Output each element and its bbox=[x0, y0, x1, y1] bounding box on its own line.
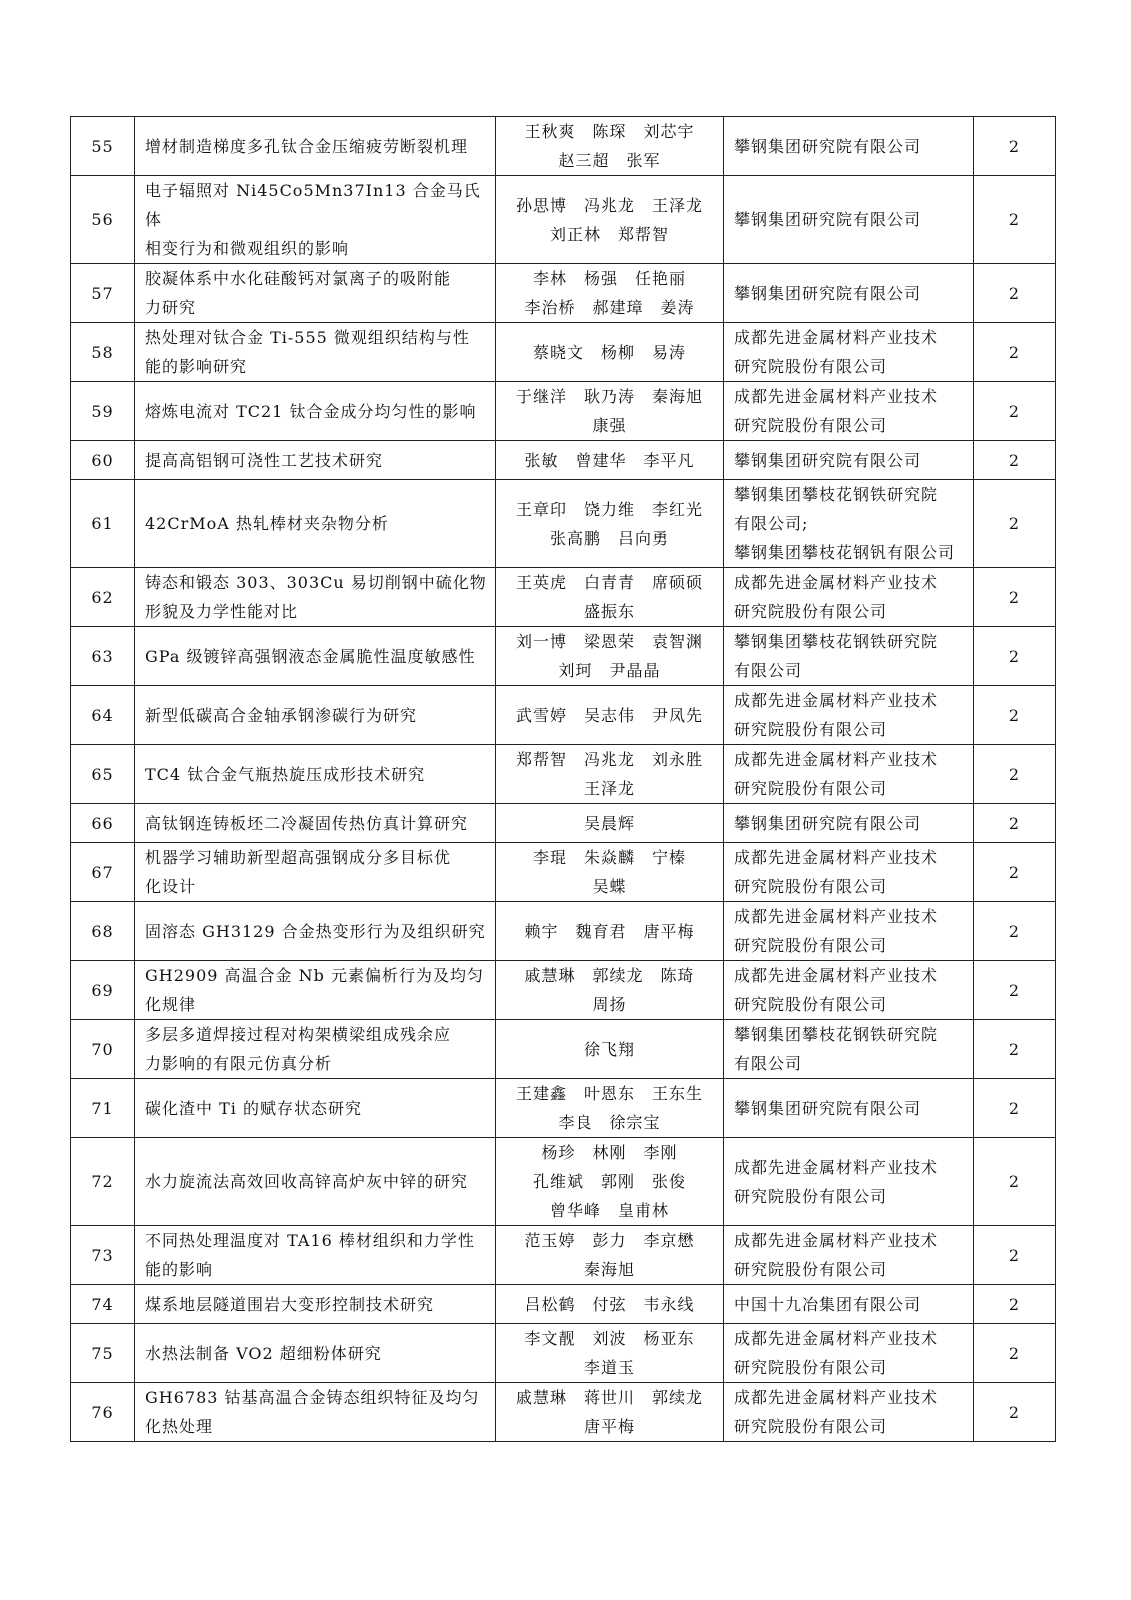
paper-title bbox=[135, 961, 496, 1020]
organization-line: 攀钢集团研究院有限公司 bbox=[734, 813, 922, 833]
organization-line: 成都先进金属材料产业技术 bbox=[734, 750, 939, 769]
organization-line: 研究院股份有限公司 bbox=[734, 357, 888, 376]
paper-title bbox=[135, 264, 496, 323]
table-row bbox=[71, 745, 1056, 804]
paper-title bbox=[135, 745, 496, 804]
score: 2 bbox=[974, 1324, 1056, 1383]
organization bbox=[724, 480, 974, 568]
paper-title-line: 力影响的有限元仿真分析 bbox=[145, 1054, 333, 1073]
table-row bbox=[71, 323, 1056, 382]
paper-title-line: GH6783 钴基高温合金铸态组织特征及均匀 bbox=[145, 1388, 480, 1407]
organization bbox=[724, 441, 974, 480]
score: 2 bbox=[974, 745, 1056, 804]
paper-title bbox=[135, 176, 496, 264]
paper-title-line: 能的影响研究 bbox=[145, 357, 248, 376]
organization-line: 攀钢集团攀枝花钢铁研究院 bbox=[734, 1025, 939, 1044]
table-row bbox=[71, 686, 1056, 745]
table-row bbox=[71, 961, 1056, 1020]
authors bbox=[496, 804, 724, 843]
authors bbox=[496, 1324, 724, 1383]
authors bbox=[496, 176, 724, 264]
organization-line: 有限公司 bbox=[734, 1054, 803, 1073]
paper-title bbox=[135, 804, 496, 843]
paper-title bbox=[135, 1079, 496, 1138]
row-number: 60 bbox=[71, 441, 135, 480]
organization bbox=[724, 1020, 974, 1079]
organization-line: 攀钢集团研究院有限公司 bbox=[734, 136, 922, 156]
authors-line: 刘一博 梁恩荣 袁智渊 bbox=[515, 632, 703, 651]
score: 2 bbox=[974, 686, 1056, 745]
organization bbox=[724, 323, 974, 382]
row-number: 58 bbox=[71, 323, 135, 382]
row-number: 61 bbox=[71, 480, 135, 568]
row-number: 66 bbox=[71, 804, 135, 843]
score: 2 bbox=[974, 961, 1056, 1020]
row-number: 67 bbox=[71, 843, 135, 902]
paper-title bbox=[135, 323, 496, 382]
organization-line: 研究院股份有限公司 bbox=[734, 602, 888, 621]
organization bbox=[724, 1226, 974, 1285]
authors bbox=[496, 1020, 724, 1079]
organization bbox=[724, 1324, 974, 1383]
organization-line: 成都先进金属材料产业技术 bbox=[734, 848, 939, 867]
organization-line: 攀钢集团研究院有限公司 bbox=[734, 450, 922, 470]
organization-line: 研究院股份有限公司 bbox=[734, 936, 888, 955]
organization bbox=[724, 1079, 974, 1138]
organization-line: 攀钢集团研究院有限公司 bbox=[734, 1098, 922, 1118]
organization bbox=[724, 382, 974, 441]
authors-line: 武雪婷 吴志伟 尹凤先 bbox=[515, 705, 703, 725]
organization bbox=[724, 264, 974, 323]
score: 2 bbox=[974, 117, 1056, 176]
paper-title-line: 化热处理 bbox=[145, 1417, 214, 1436]
paper-title-line: 力研究 bbox=[145, 298, 197, 317]
authors-line: 张敏 曾建华 李平凡 bbox=[524, 450, 695, 470]
authors bbox=[496, 1138, 724, 1226]
row-number: 68 bbox=[71, 902, 135, 961]
authors-line: 李治桥 郝建璋 姜涛 bbox=[524, 298, 695, 317]
table-row bbox=[71, 627, 1056, 686]
paper-title-line: GPa 级镀锌高强钢液态金属脆性温度敏感性 bbox=[145, 646, 476, 666]
organization-line: 攀钢集团研究院有限公司 bbox=[734, 283, 922, 303]
authors-line: 郑帮智 冯兆龙 刘永胜 bbox=[515, 750, 703, 769]
organization bbox=[724, 804, 974, 843]
authors-line: 王英虎 白青青 席硕硕 bbox=[515, 573, 703, 592]
score: 2 bbox=[974, 1383, 1056, 1442]
paper-title bbox=[135, 1324, 496, 1383]
paper-title-line: 熔炼电流对 TC21 钛合金成分均匀性的影响 bbox=[145, 401, 477, 421]
paper-title bbox=[135, 480, 496, 568]
paper-title bbox=[135, 568, 496, 627]
organization bbox=[724, 1383, 974, 1442]
organization bbox=[724, 961, 974, 1020]
organization-line: 研究院股份有限公司 bbox=[734, 1186, 888, 1206]
organization-line: 成都先进金属材料产业技术 bbox=[734, 387, 939, 406]
authors bbox=[496, 686, 724, 745]
paper-title-line: 42CrMoA 热轧棒材夹杂物分析 bbox=[145, 514, 389, 533]
paper-title bbox=[135, 686, 496, 745]
authors-line: 刘珂 尹晶晶 bbox=[558, 661, 661, 680]
paper-title-line: 胶凝体系中水化硅酸钙对氯离子的吸附能 bbox=[145, 269, 452, 288]
authors bbox=[496, 323, 724, 382]
organization bbox=[724, 686, 974, 745]
organization-line: 成都先进金属材料产业技术 bbox=[734, 966, 939, 985]
organization-line: 成都先进金属材料产业技术 bbox=[734, 328, 939, 347]
score: 2 bbox=[974, 1020, 1056, 1079]
authors bbox=[496, 1079, 724, 1138]
paper-title bbox=[135, 843, 496, 902]
authors-line: 蔡晓文 杨柳 易涛 bbox=[532, 342, 686, 362]
score: 2 bbox=[974, 1226, 1056, 1285]
authors-line: 赵三超 张军 bbox=[558, 151, 661, 170]
table-row bbox=[71, 441, 1056, 480]
paper-title-line: GH2909 高温合金 Nb 元素偏析行为及均匀 bbox=[145, 966, 484, 985]
paper-title bbox=[135, 627, 496, 686]
row-number: 62 bbox=[71, 568, 135, 627]
paper-title bbox=[135, 1020, 496, 1079]
organization bbox=[724, 843, 974, 902]
authors-line: 吴晨辉 bbox=[583, 813, 635, 833]
organization-line: 成都先进金属材料产业技术 bbox=[734, 691, 939, 710]
table-row bbox=[71, 843, 1056, 902]
organization bbox=[724, 902, 974, 961]
organization-line: 成都先进金属材料产业技术 bbox=[734, 1231, 939, 1250]
score: 2 bbox=[974, 1079, 1056, 1138]
row-number: 76 bbox=[71, 1383, 135, 1442]
paper-title-line: 相变行为和微观组织的影响 bbox=[145, 239, 350, 258]
organization-line: 研究院股份有限公司 bbox=[734, 779, 888, 798]
authors bbox=[496, 627, 724, 686]
authors bbox=[496, 902, 724, 961]
authors bbox=[496, 961, 724, 1020]
paper-title bbox=[135, 382, 496, 441]
organization-line: 研究院股份有限公司 bbox=[734, 1417, 888, 1436]
paper-title-line: 不同热处理温度对 TA16 棒材组织和力学性 bbox=[145, 1231, 475, 1250]
table-row bbox=[71, 382, 1056, 441]
table-row bbox=[71, 1079, 1056, 1138]
organization bbox=[724, 1285, 974, 1324]
authors-line: 李琨 朱焱麟 宁榛 bbox=[532, 848, 686, 867]
row-number: 73 bbox=[71, 1226, 135, 1285]
table-row bbox=[71, 1020, 1056, 1079]
score: 2 bbox=[974, 804, 1056, 843]
authors-line: 王章印 饶力维 李红光 bbox=[515, 499, 703, 519]
row-number: 64 bbox=[71, 686, 135, 745]
authors-line: 王泽龙 bbox=[583, 779, 635, 798]
authors-line: 吴蝶 bbox=[592, 877, 627, 896]
authors-line: 王秋爽 陈琛 刘芯宇 bbox=[524, 122, 695, 141]
authors-line: 赖宇 魏育君 唐平梅 bbox=[524, 921, 695, 941]
document-page bbox=[70, 116, 1055, 1442]
row-number: 59 bbox=[71, 382, 135, 441]
authors-line: 周扬 bbox=[592, 995, 627, 1014]
row-number: 57 bbox=[71, 264, 135, 323]
organization-line: 中国十九冶集团有限公司 bbox=[734, 1294, 922, 1314]
authors bbox=[496, 1226, 724, 1285]
paper-title-line: 煤系地层隧道围岩大变形控制技术研究 bbox=[145, 1294, 435, 1314]
organization bbox=[724, 627, 974, 686]
table-row bbox=[71, 1138, 1056, 1226]
table-body bbox=[71, 117, 1056, 1442]
paper-title-line: 化设计 bbox=[145, 877, 197, 896]
authors bbox=[496, 382, 724, 441]
row-number: 71 bbox=[71, 1079, 135, 1138]
organization-line: 成都先进金属材料产业技术 bbox=[734, 1157, 939, 1177]
score: 2 bbox=[974, 568, 1056, 627]
organization-line: 研究院股份有限公司 bbox=[734, 416, 888, 435]
authors-line: 盛振东 bbox=[583, 602, 635, 621]
score: 2 bbox=[974, 441, 1056, 480]
organization-line: 攀钢集团攀枝花钢钒有限公司 bbox=[734, 543, 956, 562]
table-row bbox=[71, 1285, 1056, 1324]
authors-line: 戚慧琳 蒋世川 郭续龙 bbox=[515, 1388, 703, 1407]
paper-title-line: 高钛钢连铸板坯二冷凝固传热仿真计算研究 bbox=[145, 813, 469, 833]
paper-title bbox=[135, 1285, 496, 1324]
authors-line: 孔维斌 郭刚 张俊 bbox=[532, 1172, 686, 1191]
authors bbox=[496, 1285, 724, 1324]
authors bbox=[496, 1383, 724, 1442]
organization-line: 攀钢集团攀枝花钢铁研究院 bbox=[734, 485, 939, 504]
table-row bbox=[71, 176, 1056, 264]
table-row bbox=[71, 568, 1056, 627]
paper-title-line: 能的影响 bbox=[145, 1260, 214, 1279]
organization-line: 成都先进金属材料产业技术 bbox=[734, 1388, 939, 1407]
organization bbox=[724, 745, 974, 804]
table-row bbox=[71, 804, 1056, 843]
organization-line: 研究院股份有限公司 bbox=[734, 720, 888, 739]
row-number: 74 bbox=[71, 1285, 135, 1324]
authors-line: 李道玉 bbox=[583, 1358, 635, 1377]
authors bbox=[496, 117, 724, 176]
organization-line: 研究院股份有限公司 bbox=[734, 1260, 888, 1279]
score: 2 bbox=[974, 902, 1056, 961]
authors-line: 范玉婷 彭力 李京懋 bbox=[524, 1231, 695, 1250]
organization-line: 研究院股份有限公司 bbox=[734, 1358, 888, 1377]
paper-title-line: 碳化渣中 Ti 的赋存状态研究 bbox=[145, 1098, 362, 1118]
authors-line: 于继洋 耿乃涛 秦海旭 bbox=[515, 387, 703, 406]
paper-title-line: 化规律 bbox=[145, 995, 197, 1014]
authors-line: 吕松鹤 付弦 韦永线 bbox=[524, 1294, 695, 1314]
paper-title bbox=[135, 1226, 496, 1285]
authors-line: 孙思博 冯兆龙 王泽龙 bbox=[515, 195, 703, 215]
authors-line: 秦海旭 bbox=[583, 1260, 635, 1279]
table-row bbox=[71, 1383, 1056, 1442]
authors-line: 李林 杨强 任艳丽 bbox=[532, 269, 686, 288]
authors bbox=[496, 264, 724, 323]
organization-line: 研究院股份有限公司 bbox=[734, 995, 888, 1014]
score: 2 bbox=[974, 176, 1056, 264]
paper-title-line: 固溶态 GH3129 合金热变形行为及组织研究 bbox=[145, 921, 486, 941]
results-table bbox=[70, 116, 1056, 1442]
organization-line: 有限公司; bbox=[734, 514, 809, 533]
paper-title-line: 提高高铝钢可浇性工艺技术研究 bbox=[145, 450, 384, 470]
organization bbox=[724, 117, 974, 176]
organization-line: 成都先进金属材料产业技术 bbox=[734, 573, 939, 592]
table-row bbox=[71, 1324, 1056, 1383]
paper-title-line: 新型低碳高合金轴承钢渗碳行为研究 bbox=[145, 705, 418, 725]
organization-line: 攀钢集团攀枝花钢铁研究院 bbox=[734, 632, 939, 651]
row-number: 72 bbox=[71, 1138, 135, 1226]
table-row bbox=[71, 902, 1056, 961]
row-number: 56 bbox=[71, 176, 135, 264]
authors-line: 戚慧琳 郭续龙 陈琦 bbox=[524, 966, 695, 985]
authors-line: 王建鑫 叶恩东 王东生 bbox=[515, 1084, 703, 1103]
authors-line: 张高鹏 吕向勇 bbox=[549, 528, 669, 548]
organization-line: 有限公司 bbox=[734, 661, 803, 680]
organization bbox=[724, 176, 974, 264]
paper-title-line: 形貌及力学性能对比 bbox=[145, 602, 299, 621]
authors-line: 李文靓 刘波 杨亚东 bbox=[524, 1329, 695, 1348]
organization bbox=[724, 568, 974, 627]
row-number: 69 bbox=[71, 961, 135, 1020]
paper-title bbox=[135, 441, 496, 480]
score: 2 bbox=[974, 627, 1056, 686]
authors bbox=[496, 843, 724, 902]
row-number: 63 bbox=[71, 627, 135, 686]
score: 2 bbox=[974, 1138, 1056, 1226]
paper-title bbox=[135, 902, 496, 961]
table-row bbox=[71, 264, 1056, 323]
score: 2 bbox=[974, 843, 1056, 902]
paper-title bbox=[135, 1138, 496, 1226]
organization-line: 成都先进金属材料产业技术 bbox=[734, 1329, 939, 1348]
authors-line: 康强 bbox=[592, 416, 627, 435]
paper-title-line: 多层多道焊接过程对构架横梁组成残余应 bbox=[145, 1025, 452, 1044]
authors-line: 杨珍 林刚 李刚 bbox=[541, 1143, 678, 1162]
paper-title-line: 铸态和锻态 303、303Cu 易切削钢中硫化物 bbox=[145, 573, 487, 592]
paper-title-line: 热处理对钛合金 Ti-555 微观组织结构与性 bbox=[145, 328, 470, 347]
paper-title-line: 电子辐照对 Ni45Co5Mn37In13 合金马氏体 bbox=[145, 181, 481, 229]
paper-title-line: TC4 钛合金气瓶热旋压成形技术研究 bbox=[145, 764, 426, 784]
authors-line: 曾华峰 皇甫林 bbox=[549, 1201, 669, 1220]
score: 2 bbox=[974, 480, 1056, 568]
table-row bbox=[71, 117, 1056, 176]
score: 2 bbox=[974, 382, 1056, 441]
row-number: 75 bbox=[71, 1324, 135, 1383]
paper-title-line: 机器学习辅助新型超高强钢成分多目标优 bbox=[145, 848, 452, 867]
organization bbox=[724, 1138, 974, 1226]
authors-line: 徐飞翔 bbox=[583, 1039, 635, 1059]
score: 2 bbox=[974, 1285, 1056, 1324]
paper-title-line: 水力旋流法高效回收高锌高炉灰中锌的研究 bbox=[145, 1172, 469, 1191]
row-number: 55 bbox=[71, 117, 135, 176]
authors-line: 刘正林 郑帮智 bbox=[549, 224, 669, 244]
authors-line: 唐平梅 bbox=[583, 1417, 635, 1436]
authors-line: 李良 徐宗宝 bbox=[558, 1113, 661, 1132]
score: 2 bbox=[974, 264, 1056, 323]
paper-title-line: 水热法制备 VO2 超细粉体研究 bbox=[145, 1343, 382, 1363]
score: 2 bbox=[974, 323, 1056, 382]
row-number: 65 bbox=[71, 745, 135, 804]
authors bbox=[496, 480, 724, 568]
organization-line: 研究院股份有限公司 bbox=[734, 877, 888, 896]
authors bbox=[496, 441, 724, 480]
paper-title bbox=[135, 1383, 496, 1442]
paper-title bbox=[135, 117, 496, 176]
table-row bbox=[71, 1226, 1056, 1285]
authors bbox=[496, 568, 724, 627]
authors bbox=[496, 745, 724, 804]
row-number: 70 bbox=[71, 1020, 135, 1079]
paper-title-line: 增材制造梯度多孔钛合金压缩疲劳断裂机理 bbox=[145, 136, 469, 156]
organization-line: 攀钢集团研究院有限公司 bbox=[734, 210, 922, 229]
table-row bbox=[71, 480, 1056, 568]
organization-line: 成都先进金属材料产业技术 bbox=[734, 907, 939, 926]
